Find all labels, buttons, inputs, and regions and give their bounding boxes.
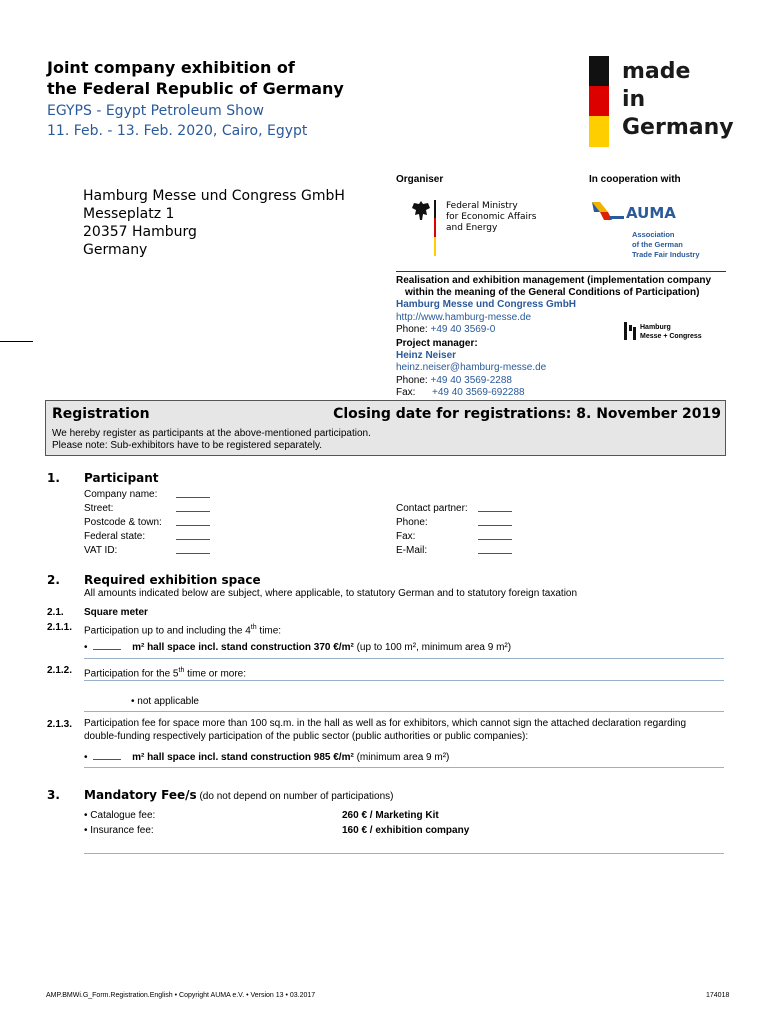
- ministry-name: [446, 201, 536, 234]
- s212-text: [84, 664, 246, 681]
- organiser-label: Organiser: [396, 174, 444, 185]
- eagle-icon: [410, 200, 432, 224]
- event-name: EGYPS - Egypt Petroleum Show: [47, 103, 264, 119]
- s212-tail: time or more:: [184, 668, 247, 680]
- s213-sqm-field[interactable]: [93, 750, 121, 760]
- s211-text: [84, 621, 281, 638]
- participant-left-fields: [176, 488, 210, 558]
- ministry-line1: Federal Ministry: [446, 201, 518, 211]
- management-url[interactable]: http://www.hamburg-messe.de: [396, 311, 532, 323]
- project-manager-label: Project manager:: [396, 338, 478, 350]
- fold-mark: [0, 341, 33, 342]
- insurance-fee-label: • Insurance fee:: [84, 825, 154, 836]
- flag-black-bar: [589, 56, 609, 86]
- s213-option-row: [84, 750, 449, 765]
- s213-unit: m² hall space: [132, 752, 196, 763]
- vat-id-field[interactable]: [176, 544, 210, 554]
- pm-fax: +49 40 3569-692288: [432, 386, 525, 398]
- catalogue-fee-value: 260 € / Marketing Kit: [342, 810, 439, 821]
- s213-bullet: •: [84, 752, 88, 763]
- header-title: [47, 57, 344, 99]
- s211-sup: th: [250, 624, 257, 631]
- s212-number: 2.1.2.: [47, 665, 73, 676]
- hm-line1: Hamburg: [640, 324, 671, 331]
- registration-text1: We hereby register as participants at the above-mentioned participation.: [52, 428, 371, 439]
- address-line3: 20357 Hamburg: [83, 224, 197, 240]
- hamburg-messe-logo: [624, 322, 724, 342]
- registration-title: Registration: [52, 406, 150, 422]
- street-label: Street:: [84, 503, 114, 514]
- s213-conditions: (minimum area 9 m²): [356, 752, 450, 763]
- footer-left: AMP.BMWi.G_Form.Registration.English • Copyright AUMA e.V. • Version 13 • 03.2017: [46, 992, 316, 999]
- event-dates: 11. Feb. - 13. Feb. 2020, Cairo, Egypt: [47, 123, 308, 139]
- section3-number: 3.: [47, 788, 60, 802]
- registration-text: [52, 428, 371, 452]
- company-name-field[interactable]: [176, 488, 210, 498]
- auma-line1: Association: [632, 230, 675, 239]
- s211-sqm-field[interactable]: [93, 640, 121, 650]
- s211-tail: time:: [256, 625, 282, 637]
- hm-line2: Messe + Congress: [640, 333, 702, 340]
- address-line4: Germany: [83, 242, 148, 258]
- postcode-field[interactable]: [176, 516, 210, 526]
- s213-text: [84, 718, 724, 743]
- flag-red-bar: [589, 86, 609, 116]
- section1-title: Participant: [84, 471, 159, 485]
- project-manager-email[interactable]: heinz.neiser@hamburg-messe.de: [396, 362, 547, 374]
- s212-sup: th: [178, 667, 185, 674]
- hamburg-messe-text: [640, 323, 702, 341]
- recipient-address: [83, 187, 345, 259]
- project-manager-name: Heinz Neiser: [396, 350, 457, 362]
- section3-divider: [84, 853, 724, 854]
- management-heading1: Realisation and exhibition management (implementation company: [396, 275, 712, 286]
- s211-bullet: •: [84, 642, 88, 653]
- management-company: Hamburg Messe und Congress GmbH: [396, 299, 577, 311]
- email-label: E-Mail:: [396, 545, 428, 556]
- footer-right: 174018: [706, 992, 730, 999]
- pm-phone: +49 40 3569-2288: [430, 374, 512, 386]
- project-manager-phone-row: [396, 375, 736, 387]
- management-phone: +49 40 3569-0: [430, 323, 496, 335]
- fax-label: Fax:: [396, 531, 416, 542]
- contact-partner-field[interactable]: [478, 502, 512, 512]
- pm-phone-label: Phone:: [396, 374, 428, 386]
- management-phone-label: Phone:: [396, 323, 428, 335]
- auma-name: AUMA: [626, 204, 676, 222]
- phone-field[interactable]: [478, 516, 512, 526]
- closing-date: Closing date for registrations: 8. November 2019: [333, 406, 721, 422]
- federal-state-field[interactable]: [176, 530, 210, 540]
- logo-germany: Germany: [622, 115, 734, 140]
- auma-line3: Trade Fair Industry: [632, 250, 700, 259]
- tax-note: All amounts indicated below are subject, where applicable, to statutory German and to statutory foreign taxation: [84, 588, 578, 599]
- ministry-logo: [410, 196, 560, 258]
- fee-labels: [84, 808, 155, 838]
- management-divider: [396, 271, 726, 272]
- registration-box: [45, 400, 726, 456]
- catalogue-fee-label: • Catalogue fee:: [84, 810, 156, 821]
- auma-line2: of the German: [632, 240, 683, 249]
- s212-divider-top: [84, 680, 724, 681]
- pm-fax-label: Fax:: [396, 386, 416, 398]
- s213-price: incl. stand construction 985 €/m²: [198, 752, 354, 763]
- section2-title: Required exhibition space: [84, 573, 261, 587]
- s211-option-row: [84, 640, 511, 655]
- auma-description: [632, 230, 700, 260]
- s211-conditions: (up to 100 m², minimum area 9 m²): [356, 642, 512, 653]
- s213-divider: [84, 767, 724, 768]
- hamburg-messe-mark-icon: [624, 322, 636, 340]
- header-title-line2: the Federal Republic of Germany: [47, 79, 344, 98]
- participant-right-fields: [478, 502, 512, 558]
- postcode-label: Postcode & town:: [84, 517, 162, 528]
- address-line2: Messeplatz 1: [83, 206, 175, 222]
- email-field[interactable]: [478, 544, 512, 554]
- insurance-fee-value: 160 € / exhibition company: [342, 825, 470, 836]
- auma-mark-icon: [590, 200, 624, 222]
- ministry-line3: and Energy: [446, 223, 498, 233]
- s211-unit: m² hall space: [132, 642, 196, 653]
- federal-state-label: Federal state:: [84, 531, 146, 542]
- ministry-line2: for Economic Affairs: [446, 212, 537, 222]
- section1-number: 1.: [47, 471, 60, 485]
- fax-field[interactable]: [478, 530, 512, 540]
- made-in-germany-logo: [589, 56, 739, 148]
- project-manager-fax-row: [396, 387, 736, 399]
- s213-number: 2.1.3.: [47, 719, 73, 730]
- event-info: [47, 101, 307, 141]
- s211-divider: [84, 658, 724, 659]
- company-name-label: Company name:: [84, 489, 158, 500]
- management-heading2: within the meaning of the General Conditions of Participation): [405, 287, 700, 299]
- logo-text: [622, 58, 734, 142]
- logo-made: made: [622, 59, 691, 84]
- vat-id-label: VAT ID:: [84, 545, 118, 556]
- s213-text1: Participation fee for space more than 100 sq.m. in the hall as well as for exhibitors, which cannot sign the attached declaration regarding: [84, 718, 687, 729]
- s212-text-main: Participation for the 5: [84, 668, 179, 680]
- header-title-line1: Joint company exhibition of: [47, 58, 295, 77]
- fee-values: [342, 808, 469, 838]
- street-field[interactable]: [176, 502, 210, 512]
- contact-partner-label: Contact partner:: [396, 503, 468, 514]
- s212-not-applicable: • not applicable: [131, 696, 199, 707]
- section3-title: Mandatory Fee/s: [84, 788, 197, 802]
- address-line1: Hamburg Messe und Congress GmbH: [83, 188, 345, 204]
- section3-heading: [84, 788, 393, 802]
- logo-in: in: [622, 87, 646, 112]
- s21-number: 2.1.: [47, 607, 64, 618]
- flag-gold-bar: [589, 116, 609, 147]
- auma-logo: [590, 198, 720, 262]
- registration-text2: Please note: Sub-exhibitors have to be registered separately.: [52, 440, 322, 451]
- s211-text-main: Participation up to and including the 4: [84, 625, 251, 637]
- flag-stripe: [434, 200, 436, 256]
- s211-price: incl. stand construction 370 €/m²: [198, 642, 354, 653]
- participant-right-labels: [396, 502, 468, 558]
- participant-left-labels: [84, 488, 162, 558]
- s21-title: Square meter: [84, 607, 148, 618]
- s213-text2: double-funding respectively participation of the public sector (public authorities or public companies):: [84, 730, 529, 742]
- s212-divider-bottom: [84, 711, 724, 712]
- phone-label: Phone:: [396, 517, 428, 528]
- s211-number: 2.1.1.: [47, 622, 73, 633]
- cooperation-label: In cooperation with: [589, 174, 681, 185]
- section3-title-note: (do not depend on number of participations): [199, 791, 394, 802]
- section2-number: 2.: [47, 573, 60, 587]
